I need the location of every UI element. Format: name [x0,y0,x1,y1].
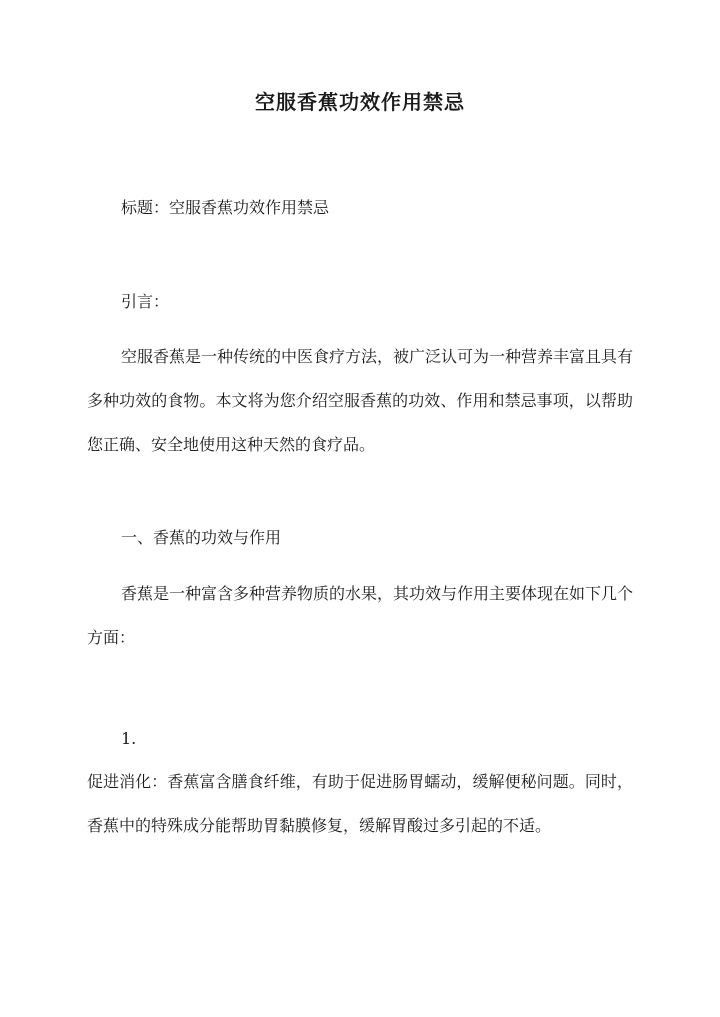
list-item-text: 促进消化：香蕉富含膳食纤维，有助于促进肠胃蠕动，缓解便秘问题。同时，香蕉中的特殊成分能帮助胃黏膜修复，缓解胃酸过多引起的不适。 [87,772,633,835]
list-item-number: 1. [121,729,137,748]
intro-heading: 引言： [121,292,170,311]
intro-paragraph: 空服香蕉是一种传统的中医食疗方法，被广泛认可为一种营养丰富且具有多种功效的食物。本文将为您介绍空服香蕉的功效、作用和禁忌事项，以帮助您正确、安全地使用这种天然的食疗品。 [87,347,634,454]
section-heading: 一、香蕉的功效与作用 [121,528,282,547]
document-title: 空服香蕉功效作用禁忌 [255,90,465,114]
section-paragraph: 香蕉是一种富含多种营养物质的水果，其功效与作用主要体现在如下几个方面： [87,584,634,647]
subject-line: 标题：空服香蕉功效作用禁忌 [121,198,330,217]
